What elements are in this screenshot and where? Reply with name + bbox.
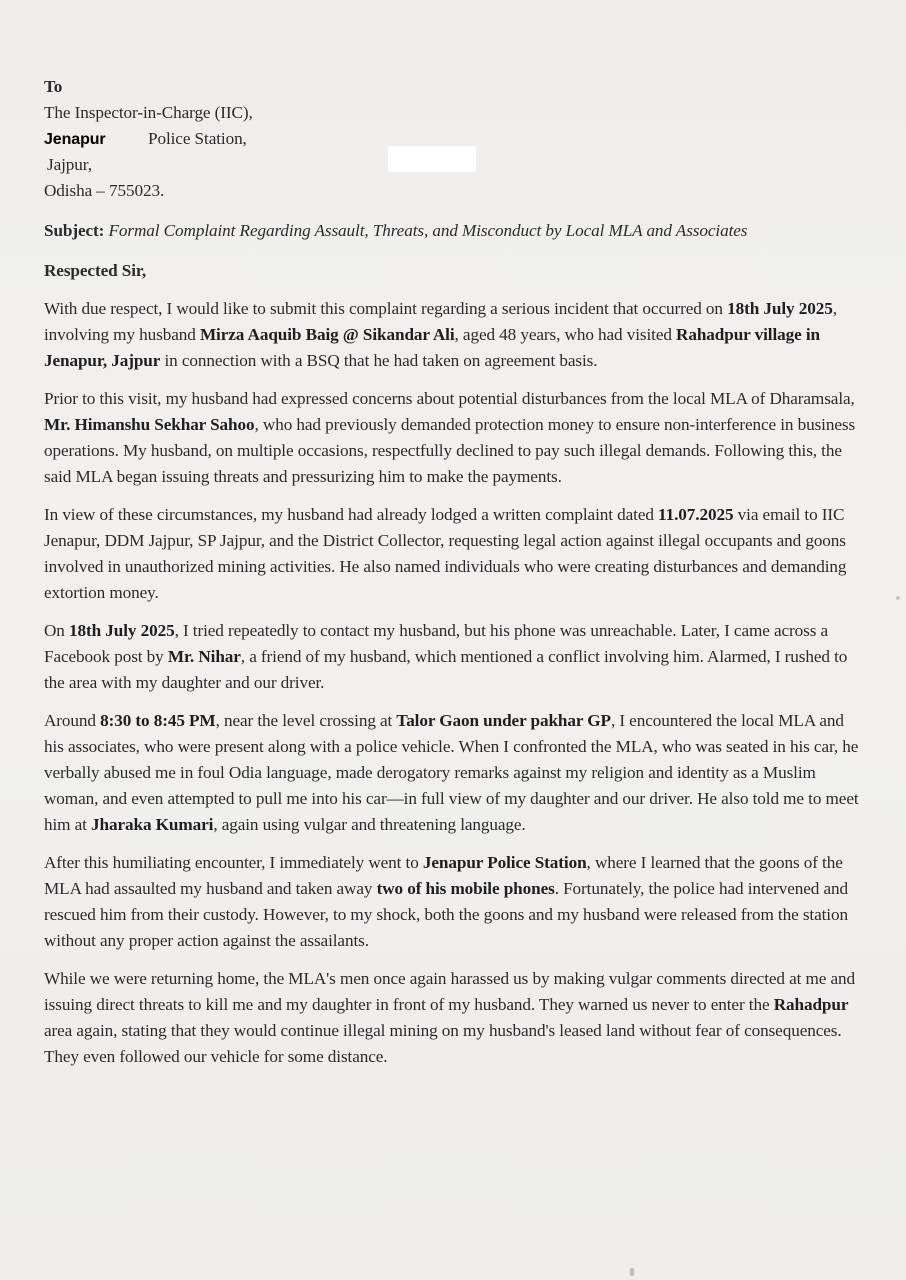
p3-date: 11.07.2025 <box>658 505 734 524</box>
p1-text-e: in connection with a BSQ that he had taken on agreement basis. <box>160 351 598 370</box>
p5-text-d: , I encountered the local MLA and his associates, who were present along with a police vehicle. When I confronted the MLA, who was seated in his car, he verbally abused me in foul Odia language, made derogatory remarks against my religion and identity as a Muslim woman, and even attempted to pull me into his car—in full view of my daughter and our driver. He also told me to meet him at <box>44 711 859 834</box>
p1-husband-name: Mirza Aaquib Baig @ Sikandar Ali <box>199 325 455 344</box>
p6-phones: two of his mobile phones <box>376 879 555 898</box>
p4-text-a: On <box>44 621 70 640</box>
p6-text-a: After this humiliating encounter, I immediately went to <box>44 853 423 872</box>
paragraph-7 <box>44 966 864 1070</box>
p2-text-a: Prior to this visit, my husband had expressed concerns about potential disturbances from the local MLA of Dharamsala, <box>44 389 855 408</box>
p4-friend-name: Mr. Nihar <box>167 647 241 666</box>
p5-place: Jharaka Kumari <box>91 815 214 834</box>
subject-text: Formal Complaint Regarding Assault, Threats, and Misconduct by Local MLA and Associates <box>108 221 748 240</box>
p4-text-d: , a friend of my husband, which mentioned a conflict involving him. Alarmed, I rushed to the area with my daughter and our driver. <box>44 647 848 692</box>
p7-text-a: While we were returning home, the MLA's men once again harassed us by making vulgar comments directed at me and issuing direct threats to kill me and my daughter in front of my husband. They warned us never to enter the <box>44 969 856 1014</box>
paragraph-6 <box>44 850 864 954</box>
subject-line <box>44 218 864 244</box>
scan-speck <box>896 596 900 600</box>
p7-text-c: area again, stating that they would continue illegal mining on my husband's leased land without fear of consequences. They even followed our vehicle for some distance. <box>44 1021 842 1066</box>
p1-date: 18th July 2025 <box>727 299 833 318</box>
p6-station: Jenapur Police Station <box>422 853 587 872</box>
subject-label: Subject: <box>44 221 105 240</box>
address-state-pin: Odisha – 755023. <box>44 181 165 200</box>
p2-text-c: , who had previously demanded protection money to ensure non-interference in business operations. My husband, on multiple occasions, respectfully declined to pay such illegal demands. Following this, the said MLA began issuing threats and pressurizing him to make the payments. <box>44 415 856 486</box>
p5-location: Talor Gaon under pakhar GP <box>396 711 611 730</box>
station-suffix: Police Station, <box>148 129 247 148</box>
p4-text-c: , I tried repeatedly to contact my husband, but his phone was unreachable. Later, I came across a Facebook post by <box>44 621 829 666</box>
p1-text-c: , involving my husband <box>44 299 837 344</box>
paragraph-5 <box>44 708 864 838</box>
p7-area: Rahadpur <box>773 995 849 1014</box>
p6-text-c: , where I learned that the goons of the MLA had assaulted my husband and taken away <box>44 853 843 898</box>
p3-text-c: via email to IIC Jenapur, DDM Jajpur, SP Jajpur, and the District Collector, requesting legal action against illegal occupants and goons involved in unauthorized mining activities. He also named individuals who were creating disturbances and demanding extortion money. <box>44 505 847 602</box>
p6-text-d: . Fortunately, the police had intervened and rescued him from their custody. However, to my shock, both the goons and my husband were released from the station without any proper action against the assailants. <box>44 879 848 950</box>
address-recipient: The Inspector-in-Charge (IIC), <box>44 103 253 122</box>
address-station <box>44 126 864 152</box>
p5-text-e: , again using vulgar and threatening language. <box>213 815 526 834</box>
address-to: To <box>44 77 63 96</box>
paragraph-3 <box>44 502 864 606</box>
p2-mla-name: Mr. Himanshu Sekhar Sahoo <box>44 415 255 434</box>
station-name: Jenapur <box>44 131 106 148</box>
paragraph-1 <box>44 296 864 374</box>
p1-location: Rahadpur village in Jenapur, Jajpur <box>44 325 820 370</box>
address-city: Jajpur, <box>47 155 92 174</box>
scan-speck-bottom <box>630 1268 634 1276</box>
paragraph-4 <box>44 618 864 696</box>
salutation: Respected Sir, <box>44 261 147 280</box>
p5-text-a: Around <box>44 711 101 730</box>
p3-text-a: In view of these circumstances, my husband had already lodged a written complaint dated <box>44 505 659 524</box>
p1-text-d: , aged 48 years, who had visited <box>454 325 677 344</box>
paragraph-2 <box>44 386 864 490</box>
recipient-address <box>44 74 864 204</box>
p4-date: 18th July 2025 <box>69 621 175 640</box>
p1-text-a: With due respect, I would like to submit this complaint regarding a serious incident that occurred on <box>44 299 728 318</box>
letter-body <box>44 74 864 1070</box>
p5-text-c: , near the level crossing at <box>215 711 397 730</box>
p5-time: 8:30 to 8:45 PM <box>100 711 216 730</box>
